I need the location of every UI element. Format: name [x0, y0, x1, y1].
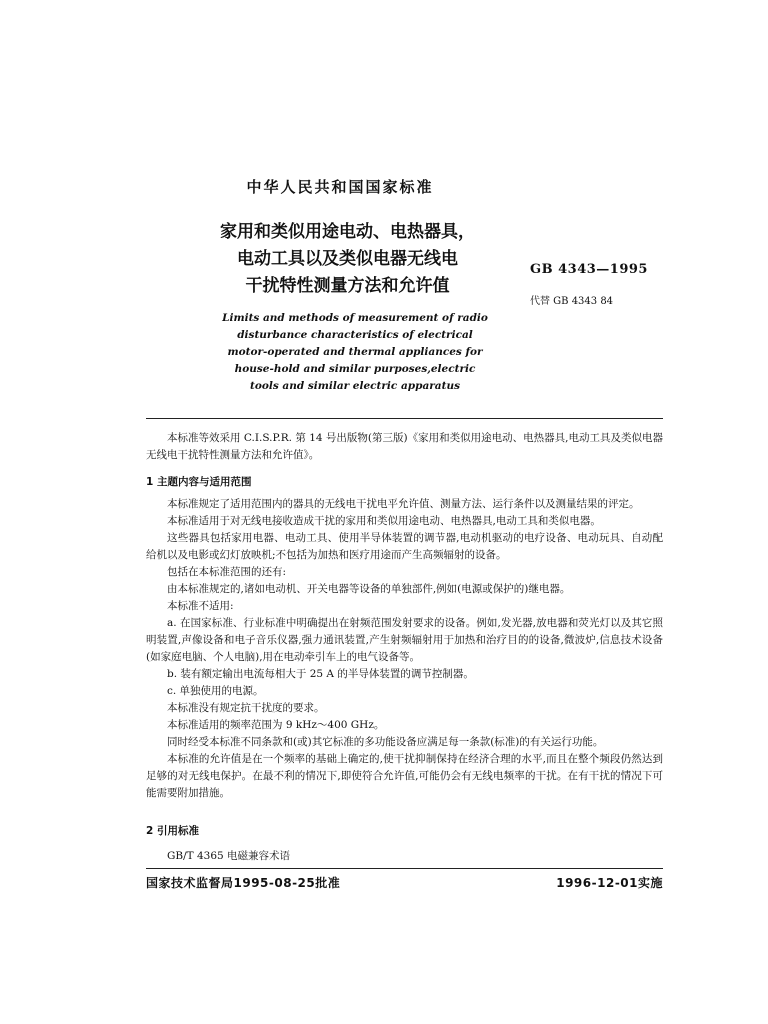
english-title [200, 310, 510, 395]
intro-paragraph: 本标准等效采用 C.I.S.P.R. 第 14 号出版物(第三版)《家用和类似用途电动、电热器具,电动工具及类似电器无线电干扰特性测量方法和允许值》。 [146, 432, 663, 461]
title-line-1: 家用和类似用途电动、电热器具， [220, 222, 475, 242]
paragraph: 本标准不适用: [167, 600, 234, 612]
list-item-b: b. 装有额定输出电流每相大于 25 A 的半导体装置的调节控制器。 [167, 668, 474, 680]
document-title [160, 219, 535, 300]
english-title-line-2: disturbance characteristics of electrical [237, 329, 473, 341]
paragraph: 本标准规定了适用范围内的器具的无线电干扰电平允许值、测量方法、运行条件以及测量结果的评定。 [167, 498, 640, 510]
list-item-c: c. 单独使用的电源。 [167, 685, 264, 697]
replaces-standard: 代替 GB 4343 84 [530, 296, 614, 307]
paragraph: 这些器具包括家用电器、电动工具、使用半导体装置的调节器,电动机驱动的电疗设备、电动玩具、自动配给机以及电影或幻灯放映机;不包括为加热和医疗用途而产生高频辐射的设备。 [146, 532, 663, 561]
section-1-body [146, 496, 663, 802]
paragraph: 同时经受本标准不同条款和(或)其它标准的多功能设备应满足每一条款(标准)的有关运行功能。 [167, 736, 604, 748]
list-item-a: a. 在国家标准、行业标准中明确提出在射频范围发射要求的设备。例如,发光器,放电器和荧光灯以及其它照明装置,声像设备和电子音乐仪器,强力通讯装置,产生射频辐射用于加热和治疗目的的设备,微波炉,信息技术设备(如家庭电脑、个人电脑),用在电动牵引车上的电气设备等。 [146, 617, 663, 663]
title-line-2: 电动工具以及类似电器无线电 [237, 249, 458, 269]
reference-item: GB/T 4365 电磁兼容术语 [167, 850, 291, 862]
implementation-date: 1996-12-01实施 [556, 876, 663, 890]
paragraph: 本标准的允许值是在一个频率的基础上确定的,使干扰抑制保持在经济合理的水平,而且在整个频段仍然达到足够的对无线电保护。在最不利的情况下,即使符合允许值,可能仍会有无线电频率的干扰。在有干扰的情况下可能需要附加措施。 [146, 753, 663, 799]
top-divider [146, 418, 663, 419]
intro-paragraph-block [146, 430, 663, 464]
approval-date: 国家技术监督局1995-08-25批准 [146, 876, 341, 890]
section-2-body [146, 848, 663, 865]
paragraph: 包括在本标准范围的还有: [167, 566, 287, 578]
section-2-heading: 2 引用标准 [146, 825, 199, 837]
bottom-divider [146, 868, 663, 869]
english-title-line-1: Limits and methods of measurement of radio [222, 312, 488, 324]
title-line-3: 干扰特性测量方法和允许值 [245, 276, 450, 296]
paragraph: 由本标准规定的,诸如电动机、开关电器等设备的单独部件,例如(电源或保护的)继电器。 [167, 583, 571, 595]
section-1-heading: 1 主题内容与适用范围 [146, 476, 252, 488]
section-2 [146, 823, 663, 840]
english-title-line-4: house-hold and similar purposes,electric [234, 363, 476, 375]
paragraph: 本标准适用于对无线电接收造成干扰的家用和类似用途电动、电热器具,电动工具和类似电器。 [167, 515, 601, 527]
paragraph: 本标准没有规定抗干扰度的要求。 [167, 702, 325, 714]
english-title-line-3: motor-operated and thermal appliances for [227, 346, 483, 358]
paragraph: 本标准适用的频率范围为 9 kHz～400 GHz。 [167, 719, 385, 731]
gb-number: GB 4343—1995 [530, 262, 648, 277]
section-1 [146, 474, 663, 491]
english-title-line-5: tools and similar electric apparatus [249, 380, 460, 392]
standard-header: 中华人民共和国国家标准 [246, 178, 434, 196]
